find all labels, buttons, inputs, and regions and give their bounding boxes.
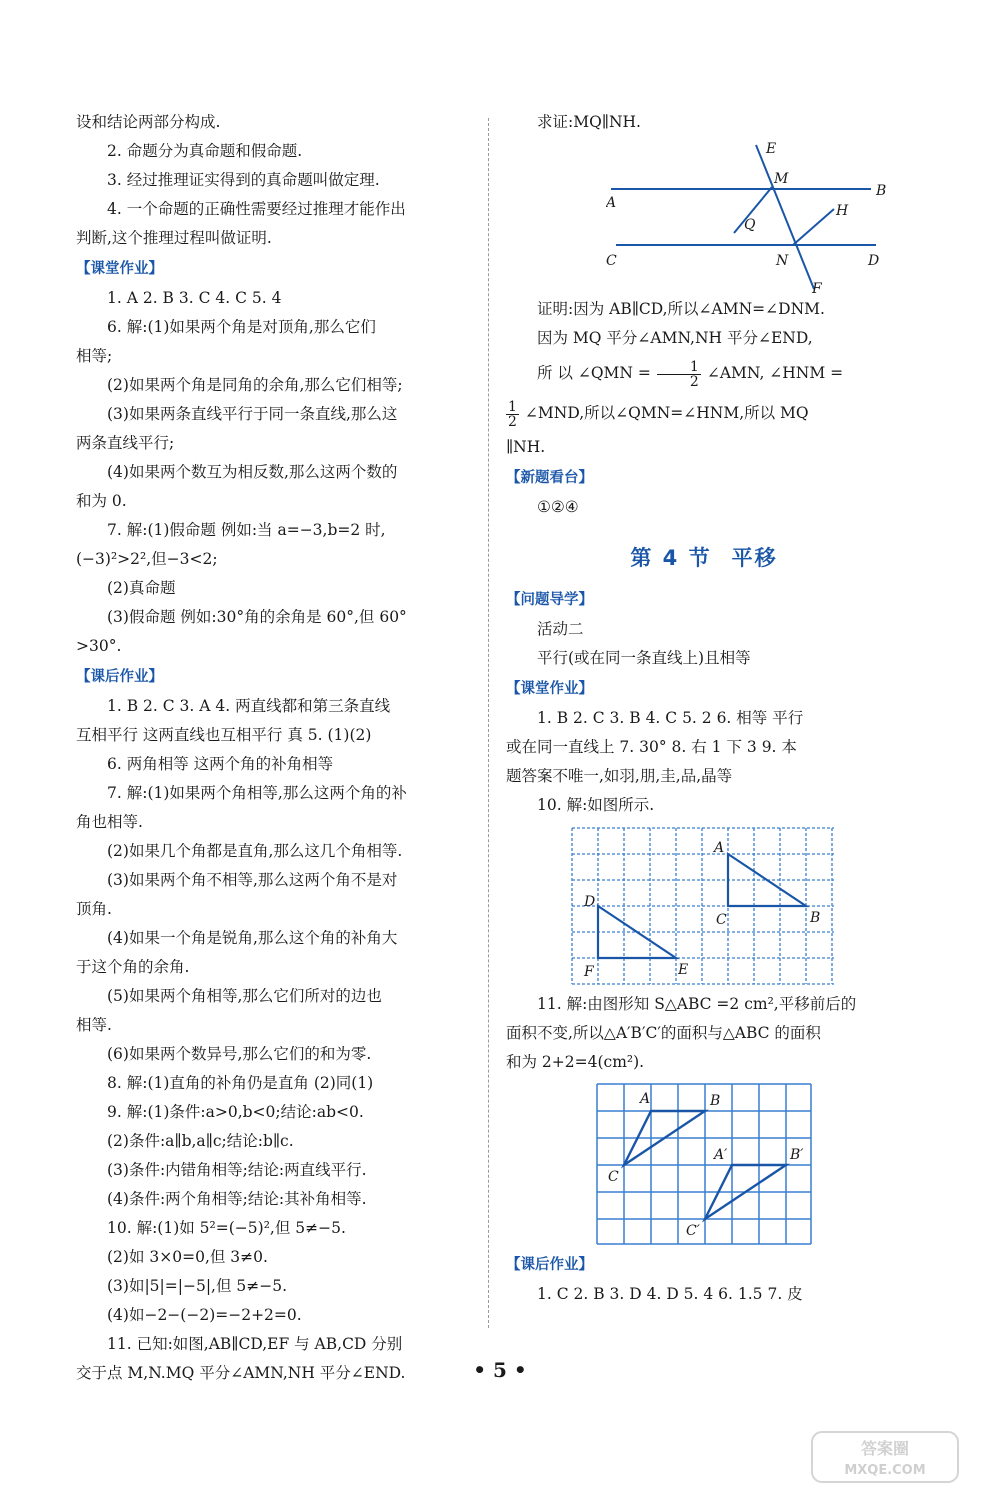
text-line: 求证:MQ∥NH. xyxy=(537,113,641,131)
point-label-h: H xyxy=(836,203,849,219)
point-label-c: C xyxy=(716,912,727,928)
translation-grid-figure-2 xyxy=(594,1081,814,1247)
point-label-b: B xyxy=(710,1093,721,1109)
section-heading: 第 4 节 平移 xyxy=(630,546,778,570)
point-label-d: D xyxy=(868,253,880,269)
answer-line: 1. A 2. B 3. C 4. C 5. 4 xyxy=(107,289,282,307)
svg-text:MXQE.COM: MXQE.COM xyxy=(844,1463,926,1478)
point-label-b-prime: B′ xyxy=(790,1147,804,1163)
text-line: 平行(或在同一条直线上)且相等 xyxy=(537,649,751,667)
answer-line: ①②④ xyxy=(537,498,579,516)
proof-line: ∥NH. xyxy=(506,438,546,456)
point-label-a: A xyxy=(640,1091,651,1107)
point-label-d: D xyxy=(584,894,596,910)
point-label-e: E xyxy=(678,962,689,978)
answer-line: 互相平行 这两直线也互相平行 真 5. (1)(2) xyxy=(76,726,372,744)
section-tag-new-questions: 【新题看台】 xyxy=(506,470,593,486)
answer-line: 或在同一直线上 7. 30° 8. 右 1 下 3 9. 本 xyxy=(506,738,797,756)
point-label-c: C xyxy=(608,1169,619,1185)
point-label-q: Q xyxy=(744,217,756,233)
point-label-n: N xyxy=(776,253,789,269)
answer-line: 顶角. xyxy=(76,900,112,918)
answer-line: (4)如−2−(−2)=−2+2=0. xyxy=(107,1306,302,1324)
page-number: • 5 • xyxy=(473,1358,527,1382)
text-line: 3. 经过推理证实得到的真命题叫做定理. xyxy=(107,171,380,189)
proof-line-with-fraction: $\frac{1}{2}$ ∠MND,所以∠QMN=∠HNM,所以 MQ xyxy=(508,398,809,430)
point-label-f: F xyxy=(812,281,822,295)
answer-line: 两条直线平行; xyxy=(76,434,175,452)
answer-line: 相等; xyxy=(76,347,113,365)
point-label-a: A xyxy=(606,195,617,211)
section-tag-homework: 【课后作业】 xyxy=(506,1257,593,1273)
answer-line: 和为 2+2=4(cm²). xyxy=(506,1053,645,1071)
answer-line: (3)如果两条直线平行于同一条直线,那么这 xyxy=(107,405,398,423)
proof-line-with-fraction: 所 以 ∠QMN = $\frac{1}{2}$ ∠AMN, ∠HNM = xyxy=(537,358,844,390)
answer-line: 1. B 2. C 3. A 4. 两直线都和第三条直线 xyxy=(107,697,391,715)
answer-line: (2)条件:a∥b,a∥c;结论:b∥c. xyxy=(107,1132,294,1150)
text-line: 4. 一个命题的正确性需要经过推理才能作出 xyxy=(107,200,406,218)
answer-line: (3)假命题 例如:30°角的余角是 60°,但 60° xyxy=(107,608,407,626)
watermark-logo xyxy=(810,1430,960,1484)
answer-line: (3)如|5|=|−5|,但 5≠−5. xyxy=(107,1277,288,1295)
answer-line: (2)真命题 xyxy=(107,579,176,597)
answer-line: (4)条件:两个角相等;结论:其补角相等. xyxy=(107,1190,367,1208)
section-tag-guide: 【问题导学】 xyxy=(506,592,593,608)
answer-line: (6)如果两个数异号,那么它们的和为零. xyxy=(107,1045,372,1063)
point-label-a-prime: A′ xyxy=(714,1147,728,1163)
svg-text:答案圈: 答案圈 xyxy=(860,1439,910,1458)
point-label-c: C xyxy=(606,253,617,269)
answer-line: (5)如果两个角相等,那么它们所对的边也 xyxy=(107,987,382,1005)
point-label-f: F xyxy=(584,964,594,980)
point-label-b: B xyxy=(876,183,887,199)
answer-line: 7. 解:(1)如果两个角相等,那么这两个角的补 xyxy=(107,784,407,802)
answer-line: 11. 解:由图形知 S△ABC =2 cm²,平移前后的 xyxy=(537,995,857,1013)
answer-line: 交于点 M,N.MQ 平分∠AMN,NH 平分∠END. xyxy=(76,1364,406,1382)
answer-line: (4)如果一个角是锐角,那么这个角的补角大 xyxy=(107,929,398,947)
point-label-a: A xyxy=(714,840,725,856)
answer-line: 1. B 2. C 3. B 4. C 5. 2 6. 相等 平行 xyxy=(537,709,804,727)
section-tag-class-work: 【课堂作业】 xyxy=(76,261,163,277)
point-label-m: M xyxy=(774,171,789,187)
text-line: 判断,这个推理过程叫做证明. xyxy=(76,229,272,247)
column-divider xyxy=(488,118,489,1328)
answer-line: 6. 两角相等 这两个角的补角相等 xyxy=(107,755,334,773)
answer-line: 11. 已知:如图,AB∥CD,EF 与 AB,CD 分别 xyxy=(107,1335,403,1353)
answer-line: 8. 解:(1)直角的补角仍是直角 (2)同(1) xyxy=(107,1074,374,1092)
answer-line: 1. C 2. B 3. D 4. D 5. 4 6. 1.5 7. 皮 xyxy=(537,1285,803,1303)
point-label-e: E xyxy=(766,141,777,157)
answer-line: 角也相等. xyxy=(76,813,143,831)
answer-line: 6. 解:(1)如果两个角是对顶角,那么它们 xyxy=(107,318,376,336)
answer-line: 9. 解:(1)条件:a>0,b<0;结论:ab<0. xyxy=(107,1103,364,1121)
text-line: 活动二 xyxy=(537,620,584,638)
text-line: 设和结论两部分构成. xyxy=(76,113,221,131)
answer-line: (2)如果两个角是同角的余角,那么它们相等; xyxy=(107,376,403,394)
answer-line: (4)如果两个数互为相反数,那么这两个数的 xyxy=(107,463,398,481)
answer-line: (3)如果两个角不相等,那么这两个角不是对 xyxy=(107,871,398,889)
proof-line: 因为 MQ 平分∠AMN,NH 平分∠END, xyxy=(537,329,813,347)
fraction-half: $\frac{1}{2}$ xyxy=(657,360,701,389)
answer-line: (2)如果几个角都是直角,那么这几个角相等. xyxy=(107,842,403,860)
answer-line: 面积不变,所以△A′B′C′的面积与△ABC 的面积 xyxy=(506,1024,821,1042)
text-line: 2. 命题分为真命题和假命题. xyxy=(107,142,303,160)
proof-line: 证明:因为 AB∥CD,所以∠AMN=∠DNM. xyxy=(537,300,825,318)
answer-line: >30°. xyxy=(76,637,122,655)
section-tag-class-work: 【课堂作业】 xyxy=(506,681,593,697)
answer-line: 题答案不唯一,如羽,朋,圭,品,晶等 xyxy=(506,767,733,785)
left-column xyxy=(76,108,472,1388)
point-label-c-prime: C′ xyxy=(686,1223,700,1239)
answer-line: 相等. xyxy=(76,1016,112,1034)
translation-grid-figure-1 xyxy=(568,824,838,986)
answer-line: 10. 解:如图所示. xyxy=(537,796,655,814)
answer-line: 和为 0. xyxy=(76,492,127,510)
right-column xyxy=(506,108,902,1309)
parallel-lines-figure xyxy=(606,137,906,295)
section-tag-homework: 【课后作业】 xyxy=(76,669,163,685)
answer-line: 于这个角的余角. xyxy=(76,958,190,976)
point-label-b: B xyxy=(810,910,821,926)
fraction-half: $\frac{1}{2}$ xyxy=(508,398,517,430)
answer-line: (3)条件:内错角相等;结论:两直线平行. xyxy=(107,1161,367,1179)
answer-line: 10. 解:(1)如 5²=(−5)²,但 5≠−5. xyxy=(107,1219,346,1237)
answer-line: 7. 解:(1)假命题 例如:当 a=−3,b=2 时, xyxy=(107,521,386,539)
answer-line: (2)如 3×0=0,但 3≠0. xyxy=(107,1248,268,1266)
answer-line: (−3)²>2²,但−3<2; xyxy=(76,550,218,568)
